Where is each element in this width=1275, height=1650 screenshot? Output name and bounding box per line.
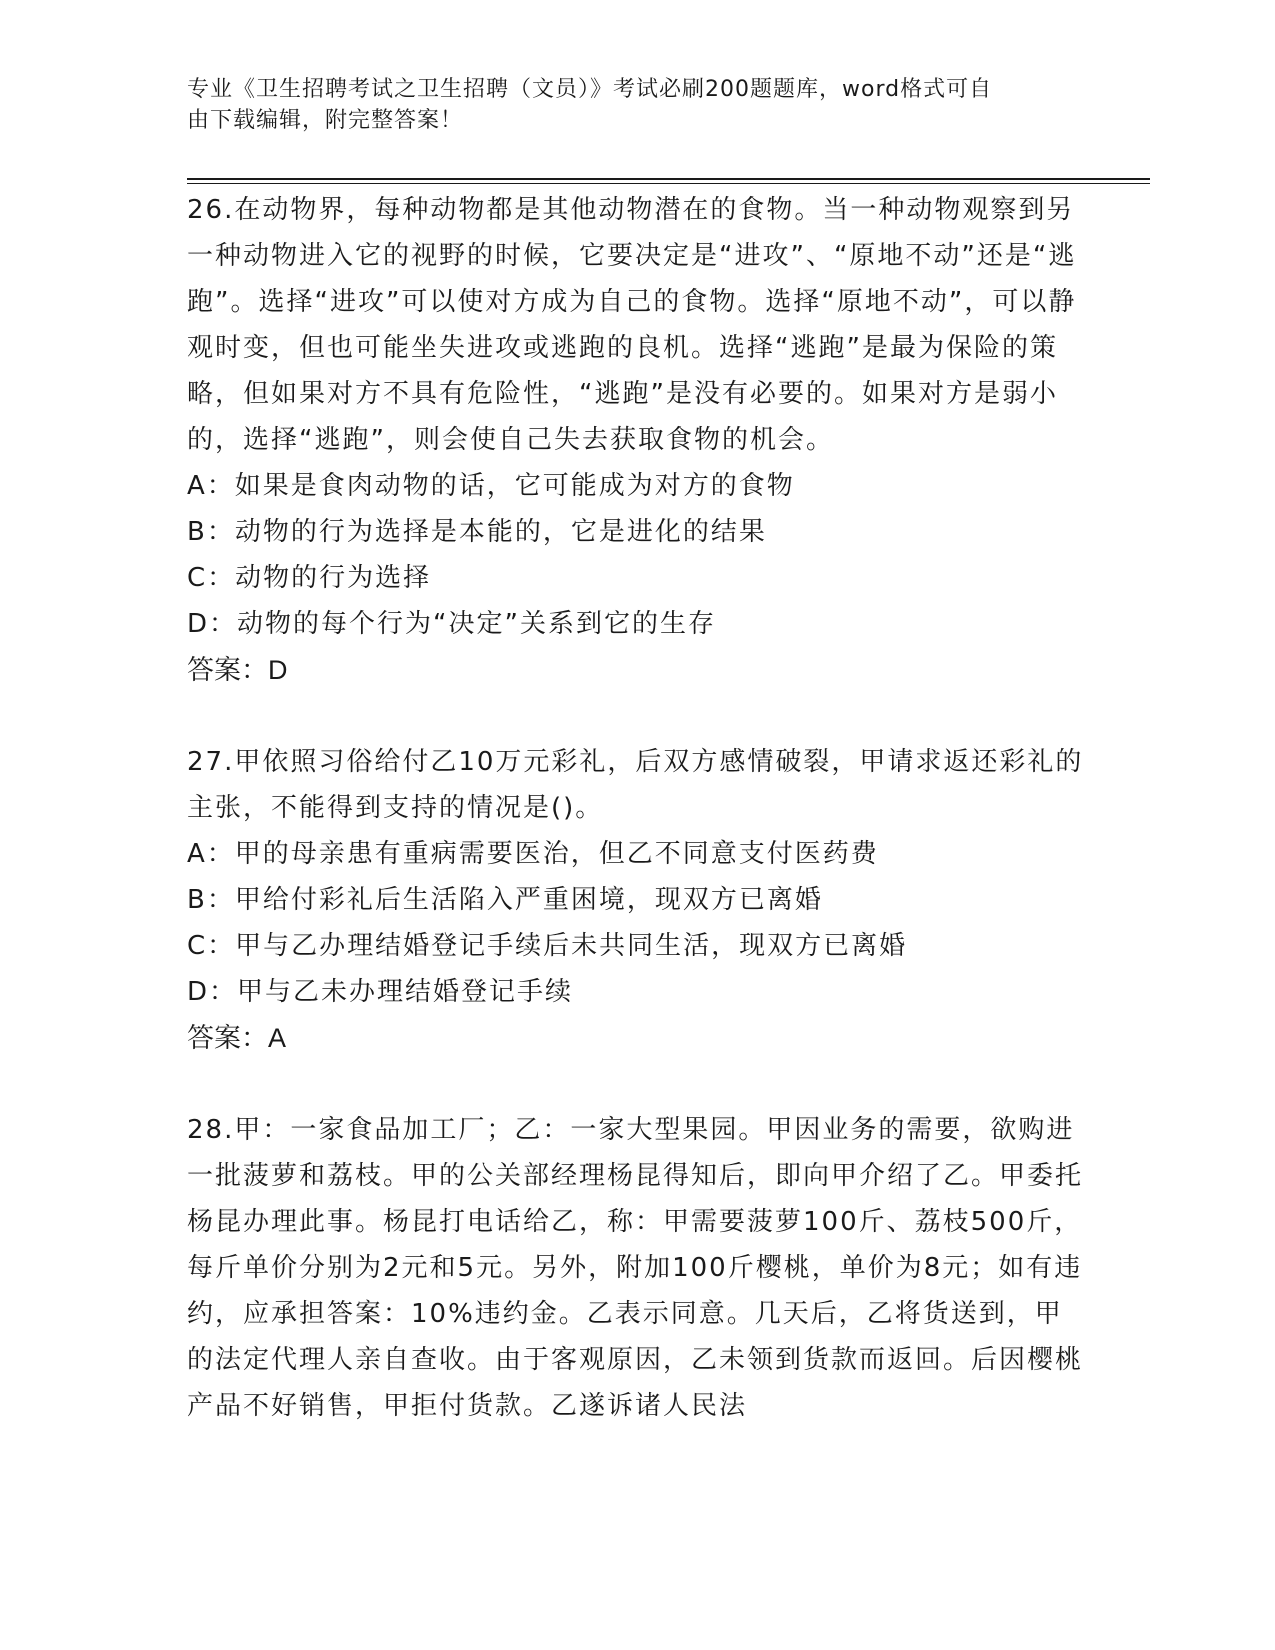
option-c: C：动物的行为选择 [187, 563, 432, 593]
page-header [187, 74, 1067, 136]
option-c: C：甲与乙办理结婚登记手续后未共同生活，现双方已离婚 [187, 931, 908, 961]
question-text: 27.甲依照习俗给付乙10万元彩礼，后双方感情破裂，甲请求返还彩礼的主张，不能得到支持的情况是()。 [187, 747, 1084, 823]
header-line-2: 由下载编辑，附完整答案！ [187, 108, 464, 133]
question-text: 28.甲：一家食品加工厂；乙：一家大型果园。甲因业务的需要，欲购进一批菠萝和荔枝。甲的公关部经理杨昆得知后，即向甲介绍了乙。甲委托杨昆办理此事。杨昆打电话给乙，称：甲需要菠萝100斤、荔枝500斤，每斤单价分别为2元和5元。另外，附加100斤樱桃，单价为8元；如有违约，应承担答案：10%违约金。乙表示同意。几天后，乙将货送到，甲的法定代理人亲自查收。由于客观原因，乙未领到货款而返回。后因樱桃产品不好销售，甲拒付货款。乙遂诉诸人民法 [187, 1115, 1084, 1421]
question-spacer [187, 693, 1087, 739]
header-line-1: 专业《卫生招聘考试之卫生招聘（文员）》考试必刷200题题库，word格式可自 [187, 77, 993, 102]
question-text: 26.在动物界，每种动物都是其他动物潜在的食物。当一种动物观察到另一种动物进入它的视野的时候，它要决定是“进攻”、“原地不动”还是“逃跑”。选择“进攻”可以使对方成为自己的食物。选择“原地不动”，可以静观时变，但也可能坐失进攻或逃跑的良机。选择“逃跑”是最为保险的策略，但如果对方不具有危险性，“逃跑”是没有必要的。如果对方是弱小的，选择“逃跑”，则会使自己失去获取食物的机会。 [187, 195, 1077, 455]
option-a: A：如果是食肉动物的话，它可能成为对方的食物 [187, 471, 795, 501]
option-d: D：甲与乙未办理结婚登记手续 [187, 977, 574, 1007]
option-d: D：动物的每个行为“决定”关系到它的生存 [187, 609, 716, 639]
answer: 答案：A [187, 1023, 287, 1053]
answer: 答案：D [187, 655, 288, 685]
question-spacer [187, 1061, 1087, 1107]
question-26 [187, 187, 1087, 693]
question-28 [187, 1107, 1087, 1429]
question-list [187, 187, 1087, 1429]
header-rule-thick [187, 178, 1150, 180]
option-b: B：甲给付彩礼后生活陷入严重困境，现双方已离婚 [187, 885, 823, 915]
question-27 [187, 739, 1087, 1061]
option-a: A：甲的母亲患有重病需要医治，但乙不同意支付医药费 [187, 839, 879, 869]
option-b: B：动物的行为选择是本能的，它是进化的结果 [187, 517, 767, 547]
header-rule-thin [187, 183, 1150, 184]
